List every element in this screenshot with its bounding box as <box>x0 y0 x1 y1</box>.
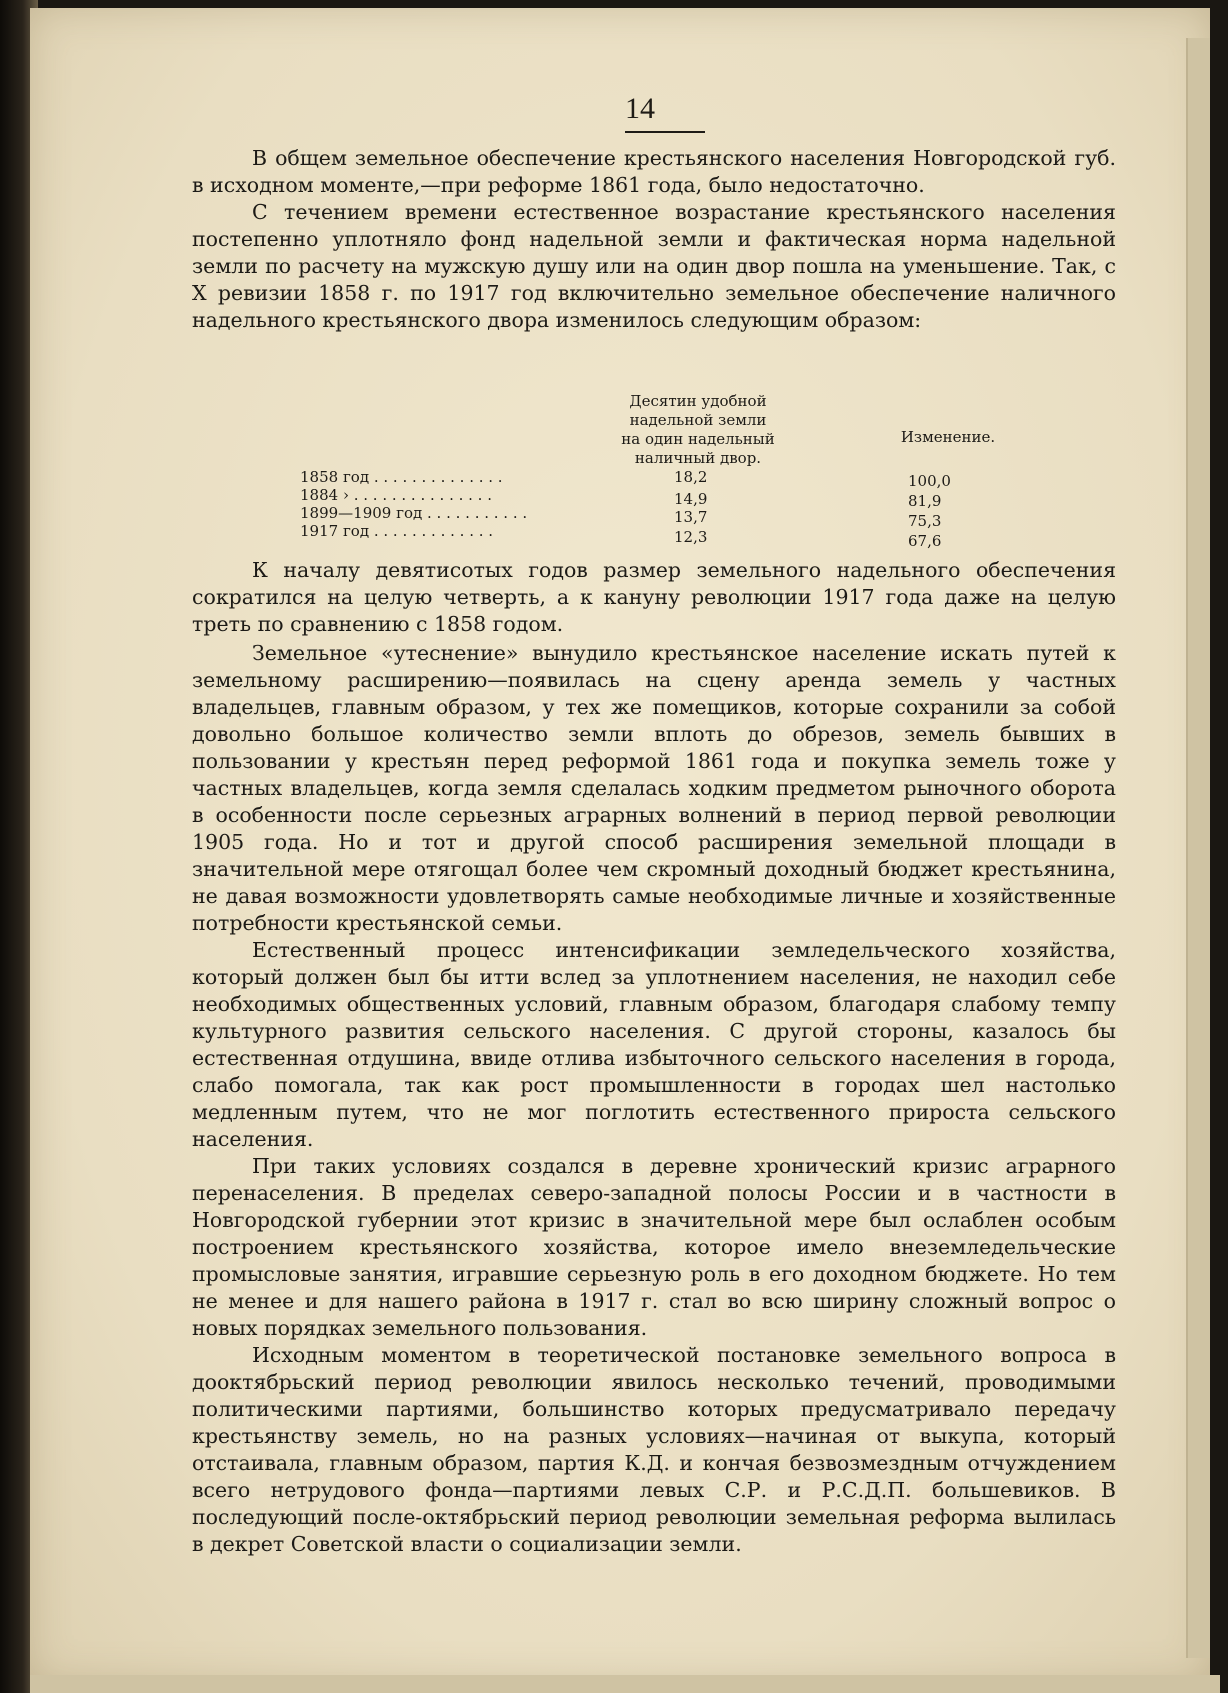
body-text-top <box>192 145 1116 334</box>
row-desyatin: 14,9 <box>674 490 708 508</box>
header-line: на один надельный <box>621 430 775 448</box>
row-desyatin: 12,3 <box>674 528 708 546</box>
paragraph: При таких условиях создался в деревне хронический кризис аграрного перенаселения. В пределах северо-западной полосы России и в частности в Новгородской губернии этот кризис в значительной мере был ослаблен особым построением крестьянского хозяйства, которое имело внеземледельческие промысловые занятия, игравшие серьезную роль в его доходном бюджете. Но тем не менее и для нашего района в 1917 г. стал во всю ширину сложный вопрос о новых порядках земельного пользования. <box>192 1154 1116 1340</box>
header-line: Десятин удобной <box>629 392 767 410</box>
paragraph: К началу девятисотых годов размер земельного надельного обеспечения сократился на целую четверть, а к кануну революции 1917 года даже на целую треть по сравнению с 1858 годом. <box>192 558 1116 636</box>
row-year: 1899—1909 год . . . . . . . . . . . <box>300 504 528 522</box>
table-row <box>300 504 1060 530</box>
row-year: 1884 › . . . . . . . . . . . . . . . <box>300 486 492 504</box>
page-number-rule <box>625 131 705 133</box>
row-year: 1858 год . . . . . . . . . . . . . . <box>300 468 503 486</box>
page-edge-right <box>1186 38 1210 1658</box>
table-header-desyatin <box>598 392 798 468</box>
row-desyatin: 13,7 <box>674 508 708 526</box>
header-line: надельной земли <box>629 411 767 429</box>
table-row <box>300 486 1060 510</box>
paragraph: Земельное «утеснение» вынудило крестьянское население искать путей к земельному расширению—появилась на сцену аренда земель у частных владельцев, главным образом, у тех же помещиков, которые сохранили за собой довольно большое количество земли вплоть до обрезов, земель бывших в пользовании у крестьян перед реформой 1861 года и покупка земель тоже у частных владельцев, когда земля сделалась ходким предметом рыночного оборота в особенности после серьезных аграрных волнений в период первой революции 1905 года. Но и тот и другой способ расширения земельной площади в значительной мере отягощал более чем скромный доходный бюджет крестьянина, не давая возможности удовлетворять самые необходимые личные и хозяйственные потребности крестьянской семьи. <box>192 641 1116 935</box>
paragraph: Исходным моментом в теоретической постановке земельного вопроса в доoктябрьский период революции явилось несколько течений, проводимыми политическими партиями, большинство которых предусматривало передачу крестьянству земель, но на разных условиях—начиная от выкупа, который отстаивала, главным образом, партия К.Д. и кончая безвозмездным отчуждением всего нетрудового фонда—партиями левых С.Р. и Р.С.Д.П. большевиков. В последующий после-октябрьский период революции земельная реформа вылилась в декрет Советской власти о социализации земли. <box>192 1343 1116 1556</box>
row-change: 100,0 <box>908 472 951 490</box>
paragraph: С течением времени естественное возрастание крестьянского населения постепенно уплотняло фонд надельной земли и фактическая норма надельной земли по расчету на мужскую душу или на один двор пошла на уменьшение. Так, с X ревизии 1858 г. по 1917 год включительно земельное обеспечение наличного надельного крестьянского двора изменилось следующим образом: <box>192 200 1116 332</box>
table-row <box>300 522 1060 550</box>
table-header-change: Изменение. <box>900 428 996 446</box>
row-change: 75,3 <box>908 512 942 530</box>
page-edge-bottom <box>30 1675 1220 1693</box>
page-number: 14 <box>625 92 655 125</box>
row-change: 67,6 <box>908 532 942 550</box>
paragraph: Естественный процесс интенсификации земледельческого хозяйства, который должен был бы итти вслед за уплотнением населения, не находил себе необходимых общественных условий, главным образом, благодаря слабому темпу культурного развития сельского населения. С другой стороны, казалось бы естественная отдушина, ввиде отлива избыточного сельского населения в города, слабо помогала, так как рост промышленности в городах шел настолько медленным путем, что не мог поглотить естественного прироста сельского населения. <box>192 938 1116 1151</box>
row-change: 81,9 <box>908 492 942 510</box>
paragraph: В общем земельное обеспечение крестьянского населения Новгородской губ. в исходном моменте,—при реформе 1861 года, было недостаточно. <box>192 146 1116 197</box>
data-table <box>300 392 1060 552</box>
header-line: наличный двор. <box>634 449 762 467</box>
body-text-rest <box>192 640 1116 1558</box>
table-row <box>300 468 1060 490</box>
body-text-after-table <box>192 557 1116 638</box>
row-year: 1917 год . . . . . . . . . . . . . <box>300 522 494 540</box>
row-desyatin: 18,2 <box>674 468 708 486</box>
